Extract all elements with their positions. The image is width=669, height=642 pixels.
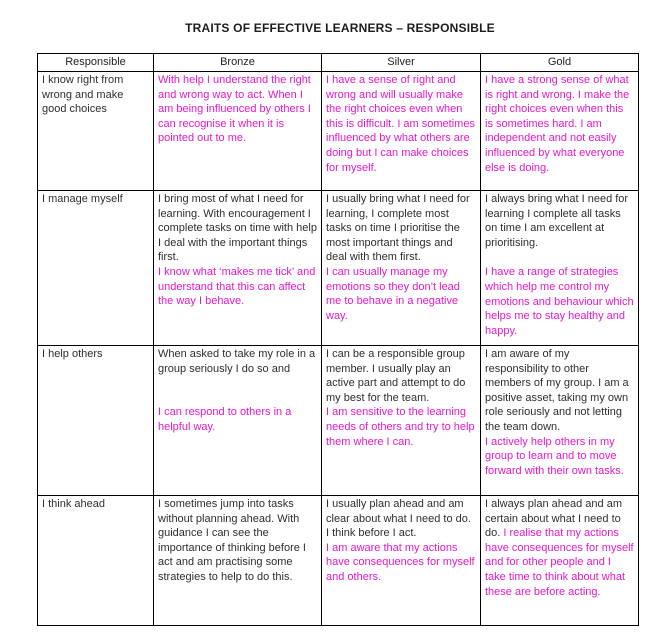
descriptor-text [485, 497, 634, 599]
trait-cell [38, 346, 154, 496]
bronze-cell [154, 191, 322, 346]
descriptor-text: I have a range of strategies which help me control my emotions and behaviour which helps me to stay healthy and happy. [485, 266, 634, 337]
descriptor-text: With help I understand the right and wrong way to act. When I am being influenced by others I can recognise it when it is pointed out to me. [158, 74, 311, 145]
column-header-silver: Silver [322, 54, 481, 72]
descriptor-text: I have a sense of right and wrong and will usually make the right choices even when this is difficult. I am sometimes influenced by what others are doing but I can make choices for myself. [326, 74, 475, 174]
trait-cell [38, 496, 154, 626]
descriptor-text: I am aware that my actions have consequences for myself and others. [326, 541, 475, 583]
trait-cell [38, 191, 154, 346]
descriptor-text: I can be a responsible group member. I usually play an active part and attempt to do my best for the team. [326, 348, 466, 404]
bronze-cell [154, 496, 322, 626]
traits-table [37, 53, 639, 626]
descriptor-text: I know what ‘makes me tick’ and understand that this can affect the way I behave. [158, 265, 316, 308]
bronze-cell [154, 72, 322, 191]
descriptor-text: I am aware of my responsibility to other members of my group. I am a positive asset, taking my own role seriously and not letting the team down. [485, 348, 629, 433]
descriptor-text: I bring most of what I need for learning. With encouragement I complete tasks on time with help I deal with the important things first. [158, 193, 317, 264]
gold-cell [481, 191, 639, 346]
header-row [38, 54, 639, 72]
descriptor-text: I can usually manage my emotions so they don’t lead me to behave in a negative way. [326, 265, 460, 322]
silver-cell [322, 346, 481, 496]
trait-label: I manage myself [42, 193, 123, 205]
silver-cell [322, 191, 481, 346]
table-row [38, 346, 639, 496]
trait-label: I think ahead [42, 498, 105, 510]
descriptor-text: I sometimes jump into tasks without planning ahead. With guidance I can see the importance of thinking before I act and am practising some strategies to help to do this. [158, 498, 306, 583]
descriptor-text: I usually bring what I need for learning, I complete most tasks on time I prioritise the most important things and deal with them first. [326, 193, 470, 264]
gold-cell [481, 496, 639, 626]
silver-cell [322, 496, 481, 626]
bronze-cell [154, 346, 322, 496]
trait-cell [38, 72, 154, 191]
descriptor-text: I am sensitive to the learning needs of others and try to help them where I can. [326, 406, 475, 448]
column-header-responsible: Responsible [38, 54, 154, 72]
descriptor-text-black: I always plan ahead and am certain about what I need to do. [485, 498, 622, 540]
trait-label: I know right from wrong and make good choices [42, 74, 124, 116]
descriptor-text: I have a strong sense of what is right and wrong. I make the right choices even when this is sometimes hard. I am independent and not easily influenced by what everyone else is doing. [485, 74, 630, 174]
page-title: TRAITS OF EFFECTIVE LEARNERS – RESPONSIBLE [185, 21, 495, 35]
descriptor-text: I actively help others in my group to learn and to move forward with their own tasks. [485, 435, 624, 477]
descriptor-text: I usually plan ahead and am clear about what I need to do. I think before I act. [326, 498, 471, 540]
table-row [38, 496, 639, 626]
descriptor-text: When asked to take my role in a group seriously I do so and [158, 348, 316, 375]
table-row [38, 72, 639, 191]
gold-cell [481, 72, 639, 191]
descriptor-text: I can respond to others in a helpful way. [158, 406, 292, 433]
silver-cell [322, 72, 481, 191]
descriptor-text: I always bring what I need for learning I complete all tasks on time I am excellent at prioritising. [485, 193, 629, 249]
gold-cell [481, 346, 639, 496]
descriptor-text-pink: I realise that my actions have consequences for myself and for other people and I take time to think about what these are before acting. [485, 527, 634, 598]
column-header-gold: Gold [481, 54, 639, 72]
table-row [38, 191, 639, 346]
trait-label: I help others [42, 348, 103, 360]
column-header-bronze: Bronze [154, 54, 322, 72]
